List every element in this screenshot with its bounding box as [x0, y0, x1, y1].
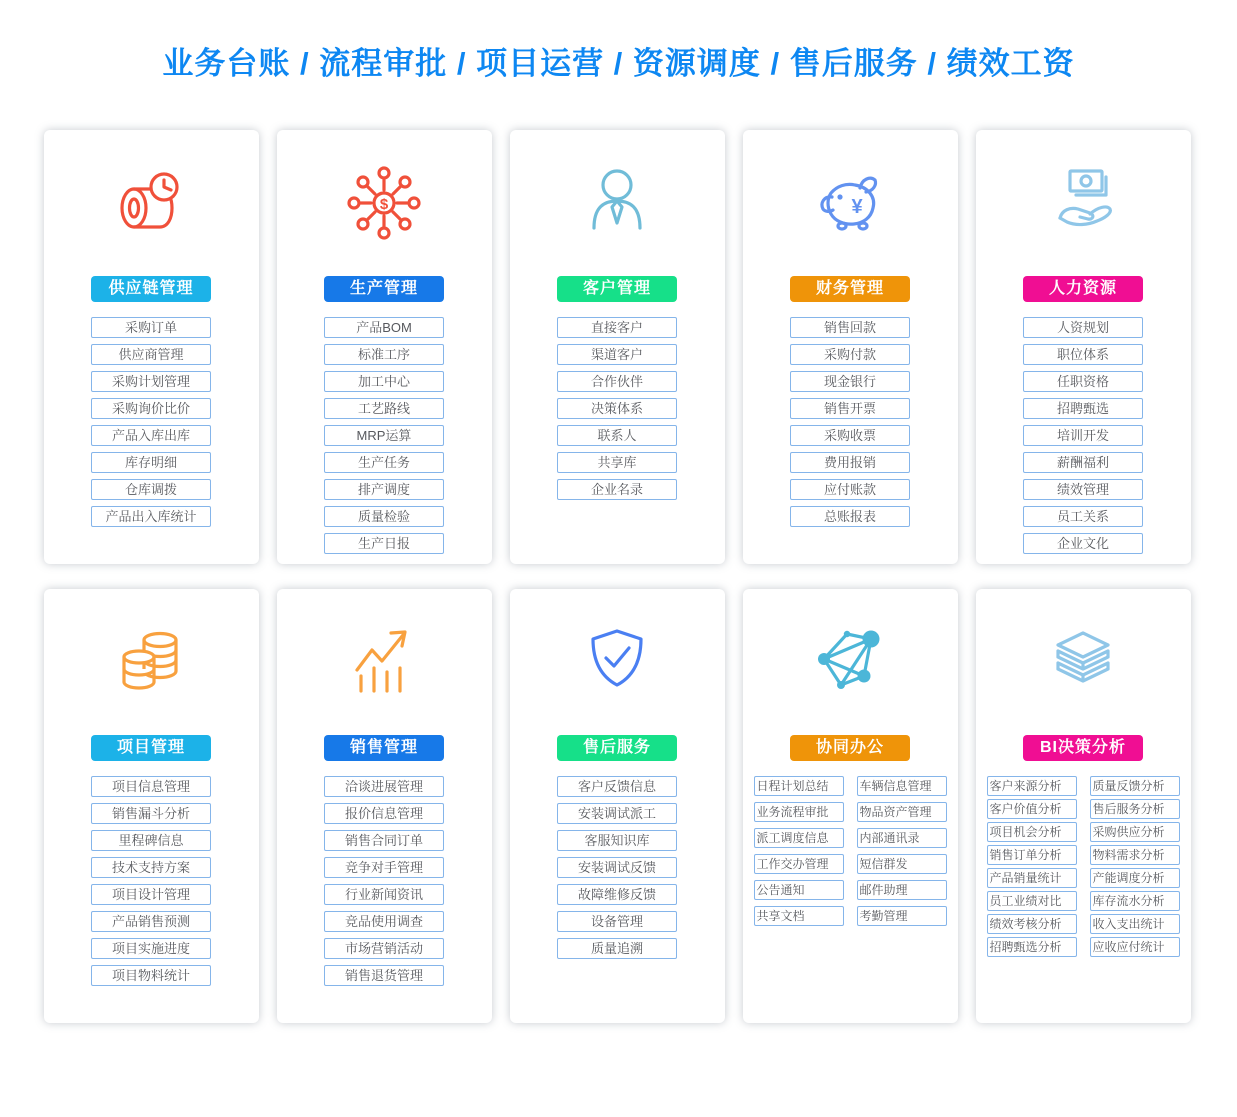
card-title-badge-hr: 人力资源	[1023, 276, 1143, 302]
feature-item[interactable]: 竞品使用调查	[324, 911, 444, 932]
feature-item[interactable]: 采购付款	[790, 344, 910, 365]
card-after-sales	[510, 589, 725, 1023]
feature-item[interactable]: 职位体系	[1023, 344, 1143, 365]
feature-item[interactable]: 企业文化	[1023, 533, 1143, 554]
page	[0, 44, 1237, 1117]
feature-item[interactable]: 产品销量统计	[987, 868, 1077, 888]
feature-item[interactable]: 费用报销	[790, 452, 910, 473]
feature-item[interactable]: 员工业绩对比	[987, 891, 1077, 911]
layers-icon	[976, 589, 1191, 735]
feature-item[interactable]: 库存流水分析	[1090, 891, 1180, 911]
card-customer	[510, 130, 725, 564]
feature-item[interactable]: 加工中心	[324, 371, 444, 392]
feature-item[interactable]: 应收应付统计	[1090, 937, 1180, 957]
feature-item[interactable]: 合作伙伴	[557, 371, 677, 392]
card-hr	[976, 130, 1191, 564]
feature-item[interactable]: 项目物料统计	[91, 965, 211, 986]
feature-item[interactable]: 车辆信息管理	[857, 776, 947, 796]
feature-item[interactable]: 决策体系	[557, 398, 677, 419]
feature-item[interactable]: 客户来源分析	[987, 776, 1077, 796]
feature-item[interactable]: 绩效考核分析	[987, 914, 1077, 934]
feature-list	[44, 776, 259, 986]
feature-item[interactable]: 采购收票	[790, 425, 910, 446]
feature-item[interactable]: 业务流程审批	[754, 802, 844, 822]
feature-list	[743, 317, 958, 527]
card-title-badge-supply-chain: 供应链管理	[91, 276, 211, 302]
feature-item[interactable]: 供应商管理	[91, 344, 211, 365]
feature-item[interactable]: 薪酬福利	[1023, 452, 1143, 473]
feature-list	[277, 776, 492, 986]
network-dollar-icon	[277, 130, 492, 276]
feature-item[interactable]: 行业新闻资讯	[324, 884, 444, 905]
feature-item[interactable]: 直接客户	[557, 317, 677, 338]
feature-item[interactable]: 设备管理	[557, 911, 677, 932]
feature-column-1	[987, 776, 1077, 957]
feature-item[interactable]: 技术支持方案	[91, 857, 211, 878]
page-title: 业务台账 / 流程审批 / 项目运营 / 资源调度 / 售后服务 / 绩效工资	[162, 46, 1075, 81]
feature-item[interactable]: 质量追溯	[557, 938, 677, 959]
person-icon	[510, 130, 725, 276]
feature-item[interactable]: 招聘甄选	[1023, 398, 1143, 419]
feature-item[interactable]: 邮件助理	[857, 880, 947, 900]
card-title-badge-customer: 客户管理	[557, 276, 677, 302]
card-supply-chain	[44, 130, 259, 564]
card-title-badge-finance: 财务管理	[790, 276, 910, 302]
feature-item[interactable]: 派工调度信息	[754, 828, 844, 848]
feature-item[interactable]: 项目实施进度	[91, 938, 211, 959]
feature-item[interactable]: 物料需求分析	[1090, 845, 1180, 865]
card-bi	[976, 589, 1191, 1023]
feature-item[interactable]: 培训开发	[1023, 425, 1143, 446]
card-collaboration	[743, 589, 958, 1023]
card-sales	[277, 589, 492, 1023]
feature-item[interactable]: 报价信息管理	[324, 803, 444, 824]
feature-item[interactable]: 短信群发	[857, 854, 947, 874]
feature-item[interactable]: 任职资格	[1023, 371, 1143, 392]
feature-item[interactable]: 质量反馈分析	[1090, 776, 1180, 796]
piggy-bank-icon	[743, 130, 958, 276]
feature-item[interactable]: 物品资产管理	[857, 802, 947, 822]
feature-item[interactable]: 企业名录	[557, 479, 677, 500]
card-title-badge-after-sales: 售后服务	[557, 735, 677, 761]
card-title-badge-bi: BI决策分析	[1023, 735, 1143, 761]
feature-item[interactable]: 共享文档	[754, 906, 844, 926]
feature-item[interactable]: 公告通知	[754, 880, 844, 900]
feature-list	[976, 317, 1191, 554]
feature-item[interactable]: 生产任务	[324, 452, 444, 473]
feature-item[interactable]: 工作交办管理	[754, 854, 844, 874]
feature-item[interactable]: 产品BOM	[324, 317, 444, 338]
feature-column-2	[1090, 776, 1180, 957]
hand-money-icon	[976, 130, 1191, 276]
feature-item[interactable]: 员工关系	[1023, 506, 1143, 527]
feature-item[interactable]: 项目信息管理	[91, 776, 211, 797]
feature-item[interactable]: 生产日报	[324, 533, 444, 554]
feature-list-two-column	[743, 776, 958, 926]
feature-item[interactable]: 售后服务分析	[1090, 799, 1180, 819]
feature-item[interactable]: 故障维修反馈	[557, 884, 677, 905]
card-finance	[743, 130, 958, 564]
feature-list	[510, 317, 725, 500]
card-project	[44, 589, 259, 1023]
coin-stack-icon	[44, 589, 259, 735]
feature-item[interactable]: 总账报表	[790, 506, 910, 527]
feature-item[interactable]: 工艺路线	[324, 398, 444, 419]
feature-item[interactable]: 洽谈进展管理	[324, 776, 444, 797]
feature-item[interactable]: 联系人	[557, 425, 677, 446]
card-production	[277, 130, 492, 564]
feature-item[interactable]: 日程计划总结	[754, 776, 844, 796]
growth-chart-icon	[277, 589, 492, 735]
feature-item[interactable]: 客户反馈信息	[557, 776, 677, 797]
feature-item[interactable]: 采购订单	[91, 317, 211, 338]
paper-roll-clock-icon	[44, 130, 259, 276]
feature-item[interactable]: 质量检验	[324, 506, 444, 527]
feature-item[interactable]: 考勤管理	[857, 906, 947, 926]
feature-column-2	[857, 776, 947, 926]
feature-item[interactable]: MRP运算	[324, 425, 444, 446]
feature-item[interactable]: 销售回款	[790, 317, 910, 338]
feature-column-1	[754, 776, 844, 926]
feature-item[interactable]: 客户价值分析	[987, 799, 1077, 819]
svg-text:$: $	[379, 196, 389, 213]
feature-item[interactable]: 产品销售预测	[91, 911, 211, 932]
feature-item[interactable]: 库存明细	[91, 452, 211, 473]
shield-check-icon	[510, 589, 725, 735]
feature-list	[44, 317, 259, 527]
feature-item[interactable]: 销售漏斗分析	[91, 803, 211, 824]
feature-item[interactable]: 竞争对手管理	[324, 857, 444, 878]
card-title-badge-production: 生产管理	[324, 276, 444, 302]
feature-item[interactable]: 产能调度分析	[1090, 868, 1180, 888]
svg-text:¥: ¥	[851, 196, 863, 218]
feature-item[interactable]: 产品入库出库	[91, 425, 211, 446]
feature-item[interactable]: 招聘甄选分析	[987, 937, 1077, 957]
feature-item[interactable]: 渠道客户	[557, 344, 677, 365]
feature-item[interactable]: 现金银行	[790, 371, 910, 392]
feature-item[interactable]: 里程碑信息	[91, 830, 211, 851]
feature-item[interactable]: 项目机会分析	[987, 822, 1077, 842]
feature-item[interactable]: 标准工序	[324, 344, 444, 365]
feature-item[interactable]: 市场营销活动	[324, 938, 444, 959]
feature-item[interactable]: 产品出入库统计	[91, 506, 211, 527]
feature-item[interactable]: 安装调试派工	[557, 803, 677, 824]
feature-item[interactable]: 内部通讯录	[857, 828, 947, 848]
feature-item[interactable]: 收入支出统计	[1090, 914, 1180, 934]
feature-item[interactable]: 排产调度	[324, 479, 444, 500]
feature-item[interactable]: 仓库调拨	[91, 479, 211, 500]
feature-item[interactable]: 项目设计管理	[91, 884, 211, 905]
card-title-badge-project: 项目管理	[91, 735, 211, 761]
card-title-badge-collaboration: 协同办公	[790, 735, 910, 761]
card-title-badge-sales: 销售管理	[324, 735, 444, 761]
feature-list	[277, 317, 492, 554]
feature-item[interactable]: 采购询价比价	[91, 398, 211, 419]
feature-item[interactable]: 采购计划管理	[91, 371, 211, 392]
cards-grid	[44, 130, 1194, 1023]
feature-item[interactable]: 销售退货管理	[324, 965, 444, 986]
feature-item[interactable]: 应付账款	[790, 479, 910, 500]
feature-item[interactable]: 销售订单分析	[987, 845, 1077, 865]
feature-item[interactable]: 销售开票	[790, 398, 910, 419]
feature-item[interactable]: 绩效管理	[1023, 479, 1143, 500]
feature-item[interactable]: 客服知识库	[557, 830, 677, 851]
feature-item[interactable]: 共享库	[557, 452, 677, 473]
network-nodes-icon	[743, 589, 958, 735]
feature-item[interactable]: 采购供应分析	[1090, 822, 1180, 842]
feature-list	[510, 776, 725, 959]
feature-list-two-column	[976, 776, 1191, 957]
feature-item[interactable]: 人资规划	[1023, 317, 1143, 338]
feature-item[interactable]: 销售合同订单	[324, 830, 444, 851]
feature-item[interactable]: 安装调试反馈	[557, 857, 677, 878]
